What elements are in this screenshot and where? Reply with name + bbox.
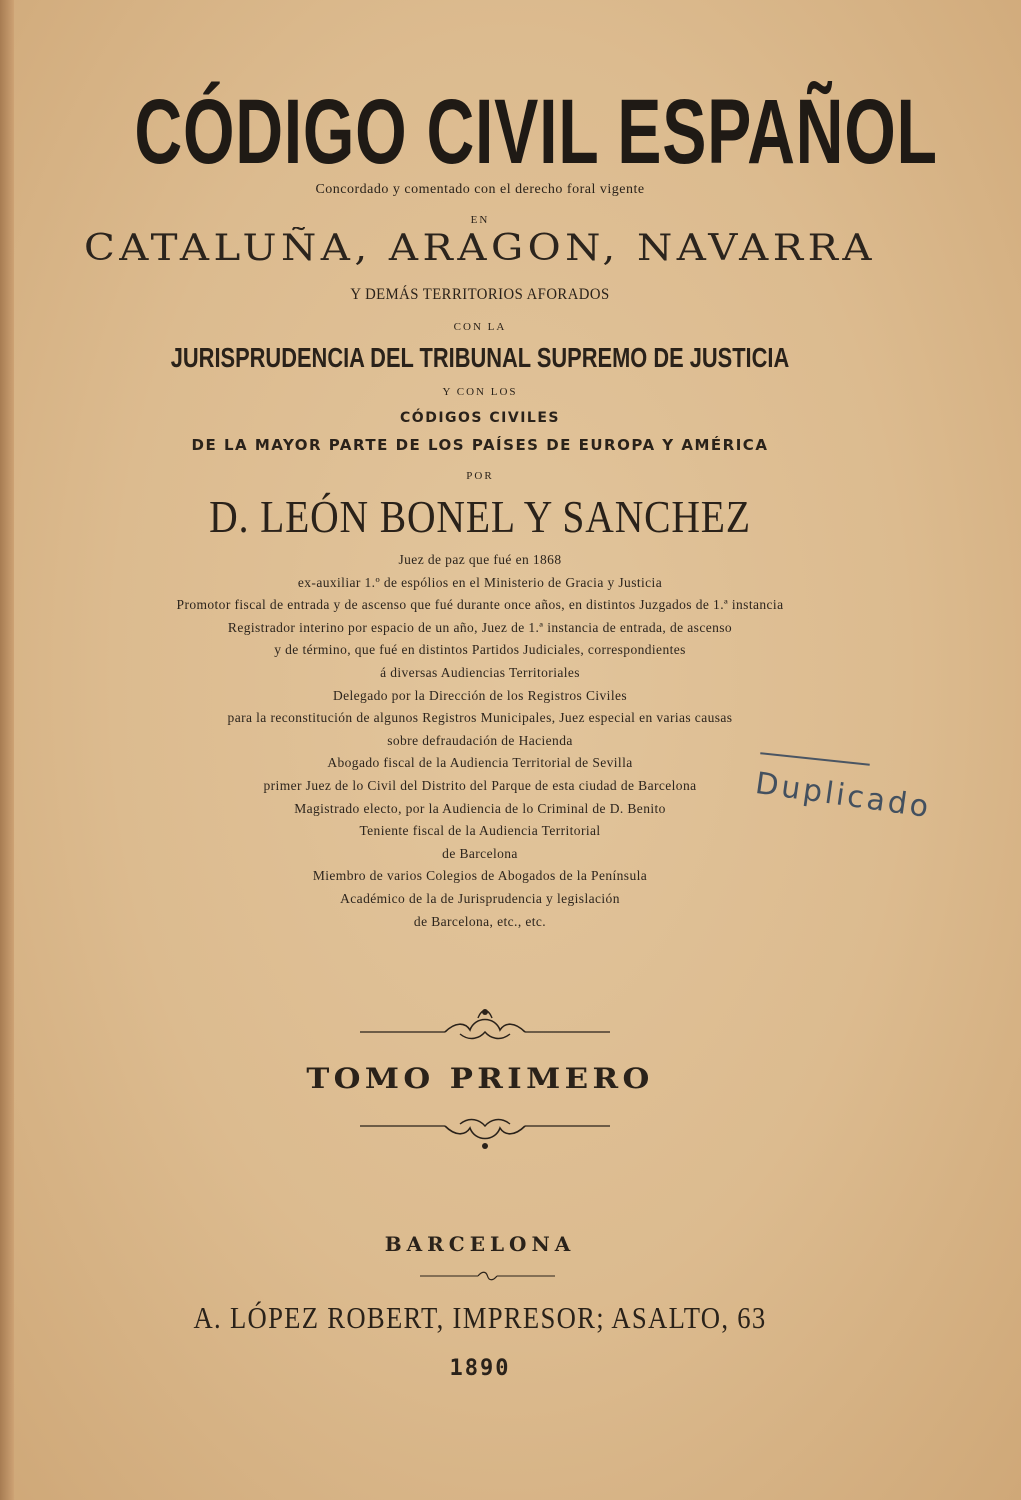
small-rule-ornament <box>420 1270 555 1282</box>
regions-heading: CATALUÑA, ARAGON, NAVARRA <box>83 228 877 269</box>
territories-line: Y DEMÁS TERRITORIOS AFORADOS <box>350 286 610 303</box>
en-label: EN <box>470 214 490 226</box>
printer-line: A. LÓPEZ ROBERT, IMPRESOR; ASALTO, 63 <box>193 1300 767 1335</box>
credential-line: Delegado por la Dirección de los Registros Civiles <box>332 687 628 703</box>
volume-label: TOMO PRIMERO <box>306 1062 654 1095</box>
credential-line: Teniente fiscal de la Audiencia Territorial <box>359 823 601 839</box>
credential-line: Promotor fiscal de entrada y de ascenso que fué durante once años, en distintos Juzgados de 1.ª instancia <box>176 597 784 613</box>
city-name: BARCELONA <box>384 1232 576 1256</box>
author-name: D. LEÓN BONEL Y SANCHEZ <box>209 491 751 542</box>
duplicado-stamp: Duplicado <box>753 766 934 826</box>
jurisprudencia-heading: JURISPRUDENCIA DEL TRIBUNAL SUPREMO DE JUSTICIA <box>170 342 790 373</box>
credential-line: de Barcelona <box>442 845 518 861</box>
flourish-ornament <box>360 1004 610 1044</box>
credential-line: Registrador interino por espacio de un año, Juez de 1.ª instancia de entrada, de ascenso <box>227 619 733 635</box>
credential-line: para la reconstitución de algunos Registros Municipales, Juez especial en varias causas <box>227 710 733 726</box>
credential-line: Juez de paz que fué en 1868 <box>398 552 562 567</box>
credential-line: Abogado fiscal de la Audiencia Territorial de Sevilla <box>327 755 633 771</box>
credential-line: Académico de la de Jurisprudencia y legislación <box>340 891 620 906</box>
credential-line: Magistrado electo, por la Audiencia de lo Criminal de D. Benito <box>294 800 666 816</box>
credential-line: á diversas Audiencias Territoriales <box>380 665 580 680</box>
credential-line: primer Juez de lo Civil del Distrito del Parque de esta ciudad de Barcelona <box>263 778 697 793</box>
credential-line: ex-auxiliar 1.º de espólios en el Ministerio de Gracia y Justicia <box>297 574 663 590</box>
publication-year: 1890 <box>449 1356 511 1381</box>
credential-line: sobre defraudación de Hacienda <box>387 732 573 748</box>
credential-line: de Barcelona, etc., etc. <box>413 913 547 929</box>
subtitle: Concordado y comentado con el derecho foral vigente <box>315 182 645 197</box>
book-title: CÓDIGO CIVIL ESPAÑOL <box>134 81 938 183</box>
por-label: POR <box>466 470 494 482</box>
con-la-label: CON LA <box>453 321 507 333</box>
paises-line: DE LA MAYOR PARTE DE LOS PAÍSES DE EUROPA Y AMÉRICA <box>191 436 769 454</box>
credential-line: Miembro de varios Colegios de Abogados de la Península <box>312 868 648 884</box>
credential-line: y de término, que fué en distintos Partidos Judiciales, correspondientes <box>274 642 686 658</box>
y-con-los-label: Y CON LOS <box>442 386 518 398</box>
codigos-line: CÓDIGOS CIVILES <box>400 410 560 426</box>
flourish-ornament <box>360 1112 610 1152</box>
